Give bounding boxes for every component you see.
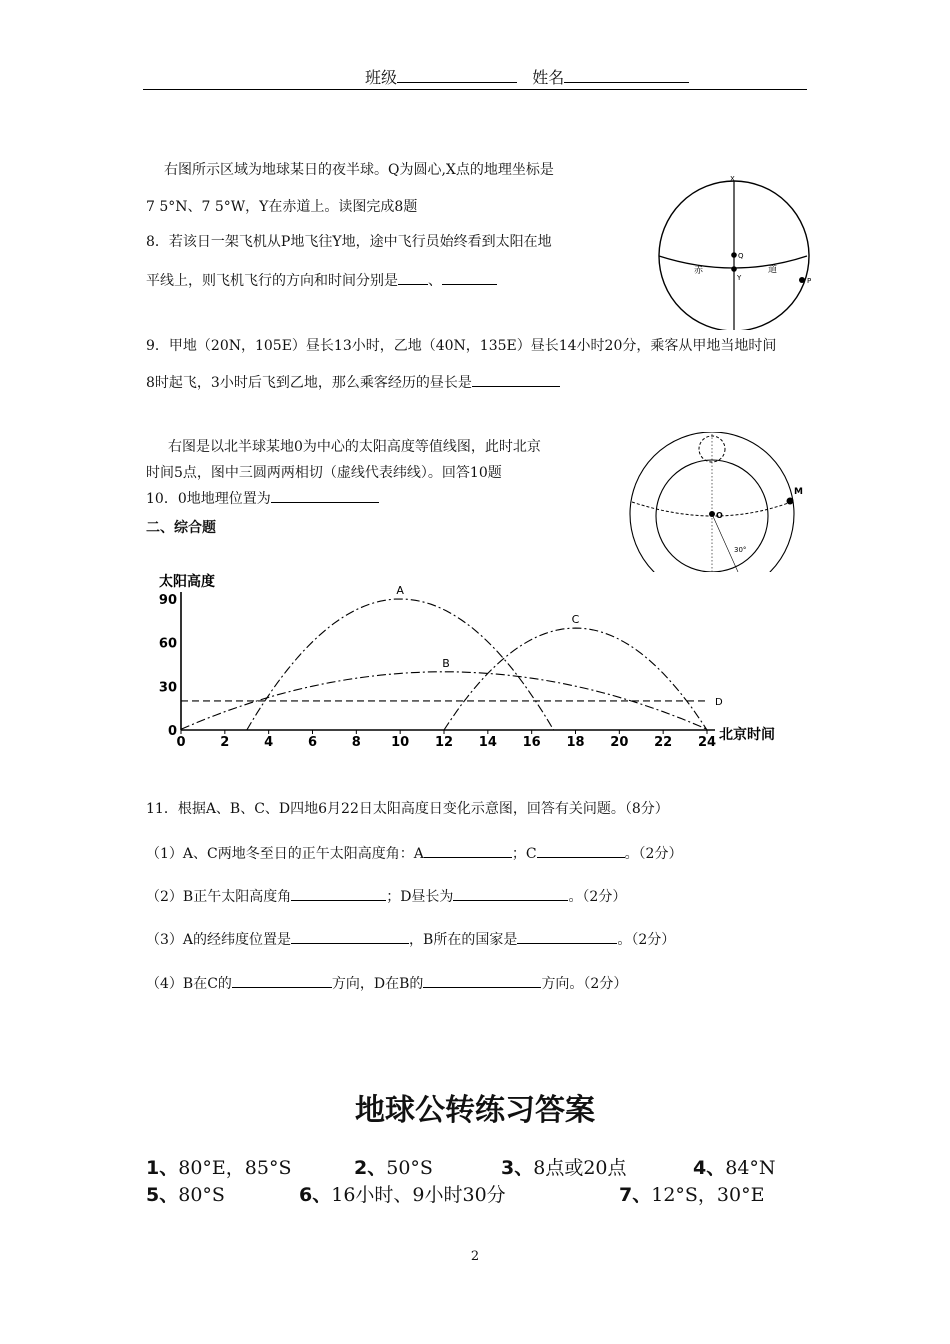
point-m bbox=[787, 498, 794, 505]
series-C-line bbox=[444, 628, 707, 730]
answer-num: 4、 bbox=[693, 1157, 726, 1179]
x-axis-label: 北京时间 bbox=[719, 727, 775, 743]
intro2-line1: 右图是以北半球某地0为中心的太阳高度等值线图，此时北京 bbox=[168, 439, 541, 455]
x-tick-label: 14 bbox=[478, 735, 497, 750]
label-angle: 30° bbox=[734, 546, 747, 554]
q11-p1-a: （1）A、C两地冬至日的正午太阳高度角：A bbox=[146, 846, 424, 862]
section2-title: 二、综合题 bbox=[146, 520, 216, 536]
y-tick-label: 30 bbox=[158, 680, 177, 696]
q11-p1-c: 。（2分） bbox=[624, 846, 683, 862]
q11-p3-blank-2[interactable] bbox=[517, 929, 617, 944]
x-tick-label: 24 bbox=[697, 735, 717, 750]
q8-line1: 8．若该日一架飞机从P地飞往Y地，途中飞行员始终看到太阳在地 bbox=[146, 234, 552, 250]
q10-text: 10．0地地理位置为 bbox=[146, 491, 271, 507]
x-tick-label: 16 bbox=[522, 735, 541, 750]
x-tick-label: 6 bbox=[307, 735, 318, 750]
header-class bbox=[365, 68, 689, 88]
y-tick-label: 0 bbox=[167, 724, 177, 739]
answer-title: 地球公转练习答案 bbox=[355, 1093, 595, 1128]
point-p bbox=[799, 277, 805, 283]
x-tick-label: 2 bbox=[220, 735, 230, 750]
q8-sep: 、 bbox=[428, 273, 442, 289]
answer-item bbox=[501, 1156, 627, 1180]
answer-text: 12°S，30°E bbox=[651, 1184, 765, 1206]
q11-p4-blank-2[interactable] bbox=[423, 973, 541, 988]
q11-p1-blank-1[interactable] bbox=[424, 843, 512, 858]
answer-num: 3、 bbox=[501, 1157, 534, 1179]
q11-p2-a: （2）B正午太阳高度角 bbox=[146, 889, 292, 905]
label-chi: 赤 bbox=[694, 266, 704, 276]
q11-p2-blank-2[interactable] bbox=[453, 886, 568, 901]
q8-blank-2[interactable] bbox=[442, 270, 497, 285]
answer-text: 16小时、9小时30分 bbox=[331, 1184, 506, 1206]
answer-item bbox=[619, 1183, 764, 1207]
q8-line2 bbox=[146, 270, 497, 291]
answer-num: 5、 bbox=[146, 1184, 179, 1206]
q11-p3-c: 。（2分） bbox=[617, 932, 676, 948]
y-tick-label: 60 bbox=[158, 636, 177, 652]
sun-altitude-contour-figure bbox=[626, 432, 816, 574]
point-q bbox=[731, 252, 737, 258]
q11-p1-b: ；C bbox=[511, 846, 537, 862]
q11-part2 bbox=[146, 886, 626, 907]
answer-text: 80°E，85°S bbox=[178, 1157, 292, 1179]
series-A-label: A bbox=[396, 584, 404, 597]
q11-part4 bbox=[146, 973, 627, 994]
answer-item bbox=[299, 1183, 506, 1207]
label-q: Q bbox=[738, 252, 744, 260]
answer-num: 1、 bbox=[146, 1157, 179, 1179]
q11-p2-blank-1[interactable] bbox=[291, 886, 386, 901]
answer-item bbox=[146, 1183, 225, 1207]
q9-text: 8时起飞，3小时后飞到乙地，那么乘客经历的昼长是 bbox=[146, 375, 472, 391]
label-p: P bbox=[807, 277, 812, 285]
x-tick-label: 20 bbox=[610, 735, 629, 750]
x-tick-label: 8 bbox=[351, 735, 361, 750]
class-blank[interactable] bbox=[397, 68, 517, 83]
q10 bbox=[146, 488, 379, 509]
answer-num: 7、 bbox=[619, 1184, 652, 1206]
x-tick-label: 22 bbox=[654, 735, 673, 750]
equator-line bbox=[659, 256, 807, 268]
series-A-line bbox=[247, 599, 554, 730]
answer-text: 80°S bbox=[178, 1184, 225, 1206]
answer-item bbox=[146, 1156, 291, 1180]
q11-p4-blank-1[interactable] bbox=[232, 973, 332, 988]
x-tick-label: 10 bbox=[391, 735, 410, 750]
q11-p3-a: （3）A的经纬度位置是 bbox=[146, 932, 292, 948]
page-number: 2 bbox=[470, 1249, 480, 1264]
intro1-line2: 7 5°N、7 5°W，Y在赤道上。读图完成8题 bbox=[146, 199, 418, 215]
q11-p3-blank-1[interactable] bbox=[291, 929, 409, 944]
q8-blank-1[interactable] bbox=[398, 270, 428, 285]
q11-stem: 11．根据A、B、C、D四地6月22日太阳高度日变化示意图，回答有关问题。（8分） bbox=[146, 801, 669, 817]
name-blank[interactable] bbox=[564, 68, 689, 83]
answer-text: 84°N bbox=[725, 1157, 776, 1179]
point-y bbox=[731, 266, 737, 272]
q10-blank[interactable] bbox=[271, 488, 379, 503]
x-tick-label: 0 bbox=[176, 735, 186, 750]
label-y: Y bbox=[737, 274, 742, 282]
q11-p4-a: （4）B在C的 bbox=[146, 976, 232, 992]
answer-num: 2、 bbox=[354, 1157, 387, 1179]
q11-part1 bbox=[146, 843, 682, 864]
q11-p2-c: 。（2分） bbox=[568, 889, 627, 905]
series-B-label: B bbox=[442, 656, 450, 670]
q11-part3 bbox=[146, 929, 675, 950]
label-dao: 道 bbox=[768, 265, 778, 275]
point-o bbox=[709, 511, 715, 517]
intro1-line1: 右图所示区域为地球某日的夜半球。Q为圆心,X点的地理坐标是 bbox=[164, 162, 554, 178]
answer-item bbox=[354, 1156, 433, 1180]
answer-text: 8点或20点 bbox=[533, 1157, 627, 1179]
angle-line bbox=[712, 514, 738, 572]
class-label: 班级 bbox=[365, 68, 398, 87]
q11-p2-b: ；D昼长为 bbox=[386, 889, 454, 905]
series-D-label: D bbox=[715, 696, 723, 708]
header-rule bbox=[143, 89, 807, 90]
x-tick-label: 4 bbox=[264, 735, 274, 750]
q9-line2 bbox=[146, 372, 560, 393]
q11-p1-blank-2[interactable] bbox=[537, 843, 625, 858]
x-tick-label: 18 bbox=[566, 735, 585, 750]
q11-p3-b: ，B所在的国家是 bbox=[409, 932, 518, 948]
label-m: M bbox=[794, 487, 803, 497]
label-x: X bbox=[730, 175, 735, 183]
night-hemisphere-figure bbox=[650, 170, 820, 330]
y-tick-label: 90 bbox=[158, 593, 177, 608]
q9-line1: 9．甲地（20N，105E）昼长13小时，乙地（40N，135E）昼长14小时20分，乘客从甲地当地时间 bbox=[146, 338, 777, 354]
q11-p4-c: 方向。（2分） bbox=[541, 976, 628, 992]
q8-text: 平线上，则飞机飞行的方向和时间分别是 bbox=[146, 273, 398, 289]
label-o: O bbox=[716, 511, 723, 520]
answer-text: 50°S bbox=[386, 1157, 433, 1179]
q9-blank[interactable] bbox=[472, 372, 560, 387]
answer-item bbox=[693, 1156, 776, 1180]
series-C-label: C bbox=[571, 613, 580, 627]
q11-p4-b: 方向，D在B的 bbox=[331, 976, 424, 992]
y-axis-label: 太阳高度 bbox=[159, 574, 215, 590]
name-label: 姓名 bbox=[532, 68, 565, 87]
x-tick-label: 12 bbox=[434, 735, 454, 750]
outer-circle bbox=[630, 432, 794, 574]
sun-altitude-chart bbox=[145, 570, 805, 755]
answer-num: 6、 bbox=[299, 1184, 332, 1206]
intro2-line2: 时间5点，图中三圆两两相切（虚线代表纬线）。回答10题 bbox=[146, 465, 502, 481]
